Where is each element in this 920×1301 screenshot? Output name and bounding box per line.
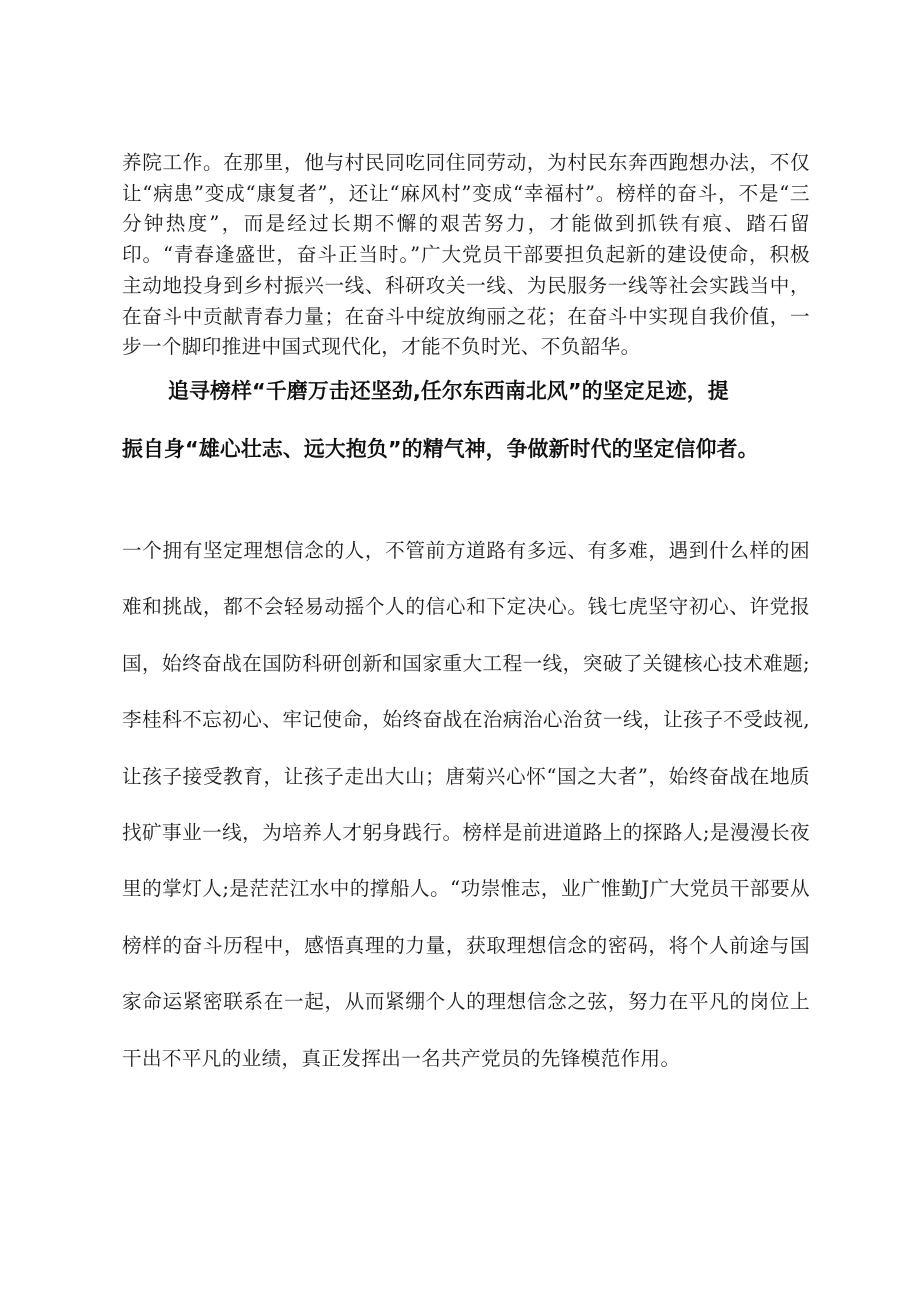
section-heading-line-two: 振自身“雄心壮志、远大抱负”的精气神，争做新时代的坚定信仰者。 [122, 437, 759, 461]
body-paragraph-two: 一个拥有坚定理想信念的人，不管前方道路有多远、有多难，遇到什么样的困难和挑战，都不会轻易动摇个人的信心和下定决心。钱七虎坚守初心、许党报国，始终奋战在国防科研创新和国家重大工程一线，突破了关键核心技术难题;李桂科不忘初心、牢记使命，始终奋战在治病治心治贫一线，让孩子不受歧视,让孩子接受教育，让孩子走出大山；唐菊兴心怀“国之大者”，始终奋战在地质找矿事业一线，为培养人才躬身践行。榜样是前进道路上的探路人;是漫漫长夜里的掌灯人;是茫茫江水中的撑船人。“功崇惟志，业广惟勤J广大党员干部要从榜样的奋斗历程中，感悟真理的力量，获取理想信念的密码，将个人前途与国家命运紧密联系在一起，从而紧绷个人的理想信念之弦，努力在平凡的岗位上干出不平凡的业绩，真正发挥出一名共产党员的先锋模范作用。 [122, 539, 810, 1070]
body-paragraph-one: 养院工作。在那里，他与村民同吃同住同劳动，为村民东奔西跑想办法，不仅让“病患”变成“康复者”，还让“麻风村”变成“幸福村”。榜样的奋斗，不是“三分钟热度”，而是经过长期不懈的艰苦努力，才能做到抓铁有痕、踏石留印。“青春逢盛世，奋斗正当时。”广大党员干部要担负起新的建设使命，积极主动地投身到乡村振兴一线、科研攻关一线、为民服务一线等社会实践当中，在奋斗中贡献青春力量；在奋斗中绽放绚丽之花；在奋斗中实现自我价值，一步一个脚印推进中国式现代化，才能不负时光、不负韶华。 [122, 151, 810, 359]
section-heading-line-one: 追寻榜样“千磨万击还坚劲,任尔东西南北风”的坚定足迹，提 [168, 379, 729, 403]
section-heading [122, 378, 812, 462]
